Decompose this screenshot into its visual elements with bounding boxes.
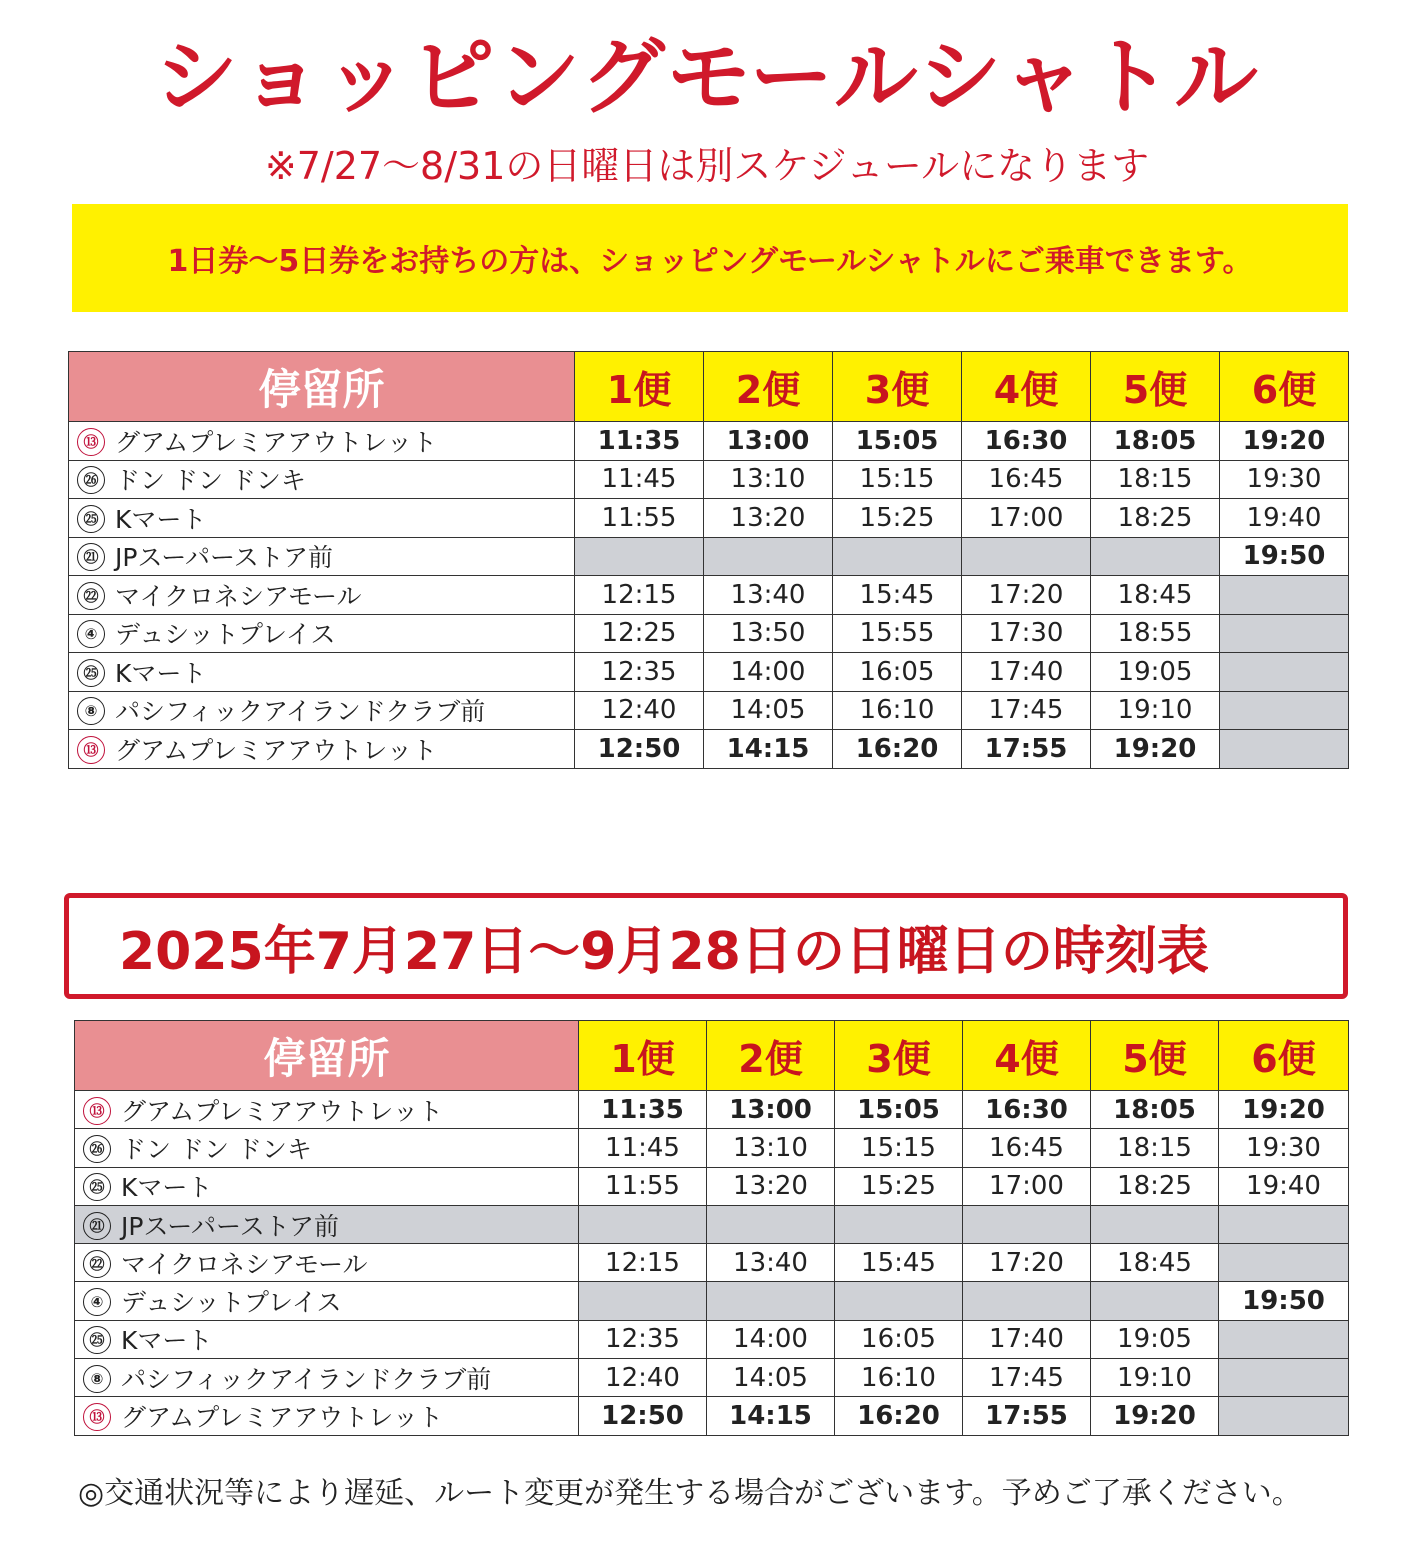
header-bin-1: 1便 <box>579 1021 707 1091</box>
time-cell: 17:20 <box>963 1244 1091 1282</box>
time-cell: 16:10 <box>835 1359 963 1397</box>
time-cell: 19:20 <box>1219 1091 1349 1129</box>
time-cell: 12:25 <box>575 614 704 653</box>
time-cell: 17:20 <box>962 576 1091 615</box>
header-stop: 停留所 <box>69 352 575 422</box>
ticket-notice <box>72 204 1348 312</box>
page-title: ショッピングモールシャトル <box>154 28 1260 126</box>
time-cell: 19:10 <box>1091 691 1220 730</box>
time-cell: 11:45 <box>579 1129 707 1167</box>
time-cell: 12:40 <box>579 1359 707 1397</box>
time-cell: 17:45 <box>962 691 1091 730</box>
stop-number-badge: ㉕ <box>83 1173 111 1201</box>
time-cell: 13:20 <box>707 1167 835 1205</box>
stop-number-badge: ⑬ <box>83 1097 111 1125</box>
time-cell: 12:50 <box>579 1397 707 1435</box>
time-cell: 19:05 <box>1091 1320 1219 1358</box>
time-cell: 15:45 <box>833 576 962 615</box>
time-cell: 13:10 <box>704 460 833 499</box>
time-cell: 11:35 <box>575 422 704 461</box>
table-header-row <box>75 1021 1349 1091</box>
table-row <box>69 537 1349 576</box>
time-cell: 15:15 <box>835 1129 963 1167</box>
time-cell: 13:00 <box>707 1091 835 1129</box>
time-cell: 14:05 <box>707 1359 835 1397</box>
no-service-cell <box>575 537 704 576</box>
stop-name: JPスーパーストア前 <box>115 543 333 573</box>
time-cell: 18:25 <box>1091 1167 1219 1205</box>
time-cell: 12:35 <box>575 653 704 692</box>
no-service-cell <box>1220 691 1349 730</box>
time-cell: 18:55 <box>1091 614 1220 653</box>
time-cell: 16:10 <box>833 691 962 730</box>
table-row <box>75 1397 1349 1435</box>
time-cell: 19:30 <box>1220 460 1349 499</box>
stop-name: JPスーパーストア前 <box>121 1211 339 1241</box>
no-service-cell <box>963 1205 1091 1243</box>
stop-cell <box>75 1244 579 1282</box>
table-row <box>69 576 1349 615</box>
time-cell: 19:20 <box>1220 422 1349 461</box>
stop-name: マイクロネシアモール <box>121 1249 368 1279</box>
no-service-cell <box>579 1282 707 1320</box>
table-header-row <box>69 352 1349 422</box>
stop-cell <box>75 1359 579 1397</box>
table-row <box>69 691 1349 730</box>
time-cell: 18:25 <box>1091 499 1220 538</box>
stop-cell <box>69 537 575 576</box>
timetable-sunday-body <box>75 1091 1349 1436</box>
stop-name: ドン ドン ドンキ <box>115 466 306 496</box>
sunday-banner <box>64 893 1348 999</box>
time-cell: 17:00 <box>963 1167 1091 1205</box>
stop-name: グアムプレミアアウトレット <box>121 1096 444 1126</box>
table-row <box>75 1167 1349 1205</box>
header-bin-6: 6便 <box>1220 352 1349 422</box>
time-cell: 16:05 <box>833 653 962 692</box>
header-bin-1: 1便 <box>575 352 704 422</box>
header-bin-6: 6便 <box>1219 1021 1349 1091</box>
header-bin-2: 2便 <box>704 352 833 422</box>
time-cell: 19:40 <box>1220 499 1349 538</box>
stop-name: デュシットプレイス <box>115 620 336 650</box>
time-cell: 18:45 <box>1091 1244 1219 1282</box>
stop-number-badge: ⑧ <box>83 1365 111 1393</box>
time-cell: 15:05 <box>835 1091 963 1129</box>
time-cell: 11:45 <box>575 460 704 499</box>
table-row <box>75 1205 1349 1243</box>
ticket-notice-text: 1日券〜5日券をお持ちの方は、ショッピングモールシャトルにご乗車できます。 <box>167 244 1253 279</box>
table-row <box>75 1129 1349 1167</box>
time-cell: 19:40 <box>1219 1167 1349 1205</box>
stop-number-badge: ㉑ <box>83 1212 111 1240</box>
stop-number-badge: ⑬ <box>83 1403 111 1431</box>
time-cell: 14:15 <box>707 1397 835 1435</box>
stop-name: ドン ドン ドンキ <box>121 1134 312 1164</box>
table-row <box>69 460 1349 499</box>
time-cell: 17:30 <box>962 614 1091 653</box>
header-bin-4: 4便 <box>962 352 1091 422</box>
disclaimer: ◎交通状況等により遅延、ルート変更が発生する場合がございます。予めご了承ください。 <box>78 1476 1302 1511</box>
time-cell: 17:55 <box>963 1397 1091 1435</box>
time-cell: 12:40 <box>575 691 704 730</box>
no-service-cell <box>1219 1244 1349 1282</box>
time-cell: 18:05 <box>1091 1091 1219 1129</box>
stop-name: マイクロネシアモール <box>115 581 362 611</box>
no-service-cell <box>1219 1320 1349 1358</box>
no-service-cell <box>963 1282 1091 1320</box>
table-row <box>75 1282 1349 1320</box>
time-cell: 17:45 <box>963 1359 1091 1397</box>
stop-cell <box>75 1091 579 1129</box>
no-service-cell <box>704 537 833 576</box>
table-row <box>69 653 1349 692</box>
time-cell: 18:15 <box>1091 460 1220 499</box>
table-row <box>69 499 1349 538</box>
time-cell: 12:50 <box>575 730 704 769</box>
time-cell: 16:20 <box>833 730 962 769</box>
stop-name: パシフィックアイランドクラブ前 <box>121 1364 492 1394</box>
stop-cell <box>75 1320 579 1358</box>
time-cell: 12:15 <box>575 576 704 615</box>
time-cell: 14:15 <box>704 730 833 769</box>
time-cell: 16:30 <box>962 422 1091 461</box>
time-cell: 19:20 <box>1091 1397 1219 1435</box>
time-cell: 14:05 <box>704 691 833 730</box>
stop-cell <box>69 460 575 499</box>
no-service-cell <box>1220 730 1349 769</box>
timetable-sunday <box>74 1020 1349 1436</box>
table-row <box>75 1244 1349 1282</box>
time-cell: 13:50 <box>704 614 833 653</box>
stop-number-badge: ㉑ <box>77 543 105 571</box>
time-cell: 16:45 <box>963 1129 1091 1167</box>
table-row <box>69 422 1349 461</box>
stop-cell <box>75 1167 579 1205</box>
time-cell: 13:20 <box>704 499 833 538</box>
no-service-cell <box>1219 1359 1349 1397</box>
no-service-cell <box>1091 1282 1219 1320</box>
time-cell: 17:55 <box>962 730 1091 769</box>
time-cell: 11:35 <box>579 1091 707 1129</box>
header-bin-2: 2便 <box>707 1021 835 1091</box>
stop-name: グアムプレミアアウトレット <box>121 1403 444 1433</box>
stop-number-badge: ⑬ <box>77 428 105 456</box>
time-cell: 16:30 <box>963 1091 1091 1129</box>
no-service-cell <box>1219 1205 1349 1243</box>
time-cell: 17:40 <box>962 653 1091 692</box>
header-stop: 停留所 <box>75 1021 579 1091</box>
time-cell: 15:15 <box>833 460 962 499</box>
stop-cell <box>69 730 575 769</box>
time-cell: 19:10 <box>1091 1359 1219 1397</box>
timetable-regular <box>68 351 1349 769</box>
no-service-cell <box>579 1205 707 1243</box>
no-service-cell <box>1220 576 1349 615</box>
time-cell: 15:45 <box>835 1244 963 1282</box>
table-row <box>75 1359 1349 1397</box>
time-cell: 16:20 <box>835 1397 963 1435</box>
stop-name: Kマート <box>115 658 207 688</box>
no-service-cell <box>1091 537 1220 576</box>
sunday-banner-text: 2025年7月27日〜9月28日の日曜日の時刻表 <box>119 921 1209 982</box>
stop-number-badge: ㉕ <box>77 505 105 533</box>
stop-cell <box>75 1397 579 1435</box>
stop-cell <box>69 499 575 538</box>
stop-number-badge: ⑬ <box>77 736 105 764</box>
time-cell: 19:20 <box>1091 730 1220 769</box>
header-bin-5: 5便 <box>1091 352 1220 422</box>
stop-number-badge: ㉖ <box>83 1135 111 1163</box>
time-cell: 17:00 <box>962 499 1091 538</box>
stop-cell <box>69 691 575 730</box>
time-cell: 15:25 <box>835 1167 963 1205</box>
time-cell: 16:45 <box>962 460 1091 499</box>
stop-cell <box>69 653 575 692</box>
time-cell: 14:00 <box>704 653 833 692</box>
time-cell: 15:05 <box>833 422 962 461</box>
time-cell: 19:30 <box>1219 1129 1349 1167</box>
no-service-cell <box>1220 653 1349 692</box>
stop-number-badge: ⑧ <box>77 697 105 725</box>
table-row <box>75 1091 1349 1129</box>
time-cell: 18:15 <box>1091 1129 1219 1167</box>
stop-name: Kマート <box>121 1173 213 1203</box>
header-bin-3: 3便 <box>835 1021 963 1091</box>
time-cell: 15:55 <box>833 614 962 653</box>
no-service-cell <box>707 1282 835 1320</box>
table-row <box>69 614 1349 653</box>
stop-cell <box>69 614 575 653</box>
stop-number-badge: ㉒ <box>83 1250 111 1278</box>
stop-number-badge: ㉒ <box>77 582 105 610</box>
stop-name: Kマート <box>121 1326 213 1356</box>
schedule-note: ※7/27〜8/31の日曜日は別スケジュールになります <box>264 144 1150 188</box>
table-row <box>75 1320 1349 1358</box>
no-service-cell <box>1219 1397 1349 1435</box>
stop-cell <box>69 576 575 615</box>
time-cell: 15:25 <box>833 499 962 538</box>
stop-number-badge: ㉕ <box>77 659 105 687</box>
time-cell: 13:10 <box>707 1129 835 1167</box>
stop-cell <box>75 1205 579 1243</box>
time-cell: 13:40 <box>704 576 833 615</box>
no-service-cell <box>1091 1205 1219 1243</box>
no-service-cell <box>962 537 1091 576</box>
stop-name: グアムプレミアアウトレット <box>115 735 438 765</box>
no-service-cell <box>707 1205 835 1243</box>
time-cell: 19:50 <box>1219 1282 1349 1320</box>
time-cell: 17:40 <box>963 1320 1091 1358</box>
stop-name: デュシットプレイス <box>121 1288 342 1318</box>
header-bin-5: 5便 <box>1091 1021 1219 1091</box>
header-bin-3: 3便 <box>833 352 962 422</box>
time-cell: 12:35 <box>579 1320 707 1358</box>
time-cell: 18:05 <box>1091 422 1220 461</box>
time-cell: 19:05 <box>1091 653 1220 692</box>
stop-cell <box>75 1282 579 1320</box>
timetable-regular-body <box>69 422 1349 769</box>
time-cell: 14:00 <box>707 1320 835 1358</box>
time-cell: 11:55 <box>579 1167 707 1205</box>
no-service-cell <box>835 1205 963 1243</box>
no-service-cell <box>1220 614 1349 653</box>
no-service-cell <box>835 1282 963 1320</box>
stop-name: Kマート <box>115 504 207 534</box>
stop-number-badge: ㉕ <box>83 1326 111 1354</box>
stop-cell <box>75 1129 579 1167</box>
time-cell: 11:55 <box>575 499 704 538</box>
time-cell: 13:40 <box>707 1244 835 1282</box>
table-row <box>69 730 1349 769</box>
time-cell: 13:00 <box>704 422 833 461</box>
stop-number-badge: ④ <box>77 620 105 648</box>
header-bin-4: 4便 <box>963 1021 1091 1091</box>
stop-name: パシフィックアイランドクラブ前 <box>115 697 486 727</box>
stop-name: グアムプレミアアウトレット <box>115 427 438 457</box>
time-cell: 12:15 <box>579 1244 707 1282</box>
stop-cell <box>69 422 575 461</box>
time-cell: 18:45 <box>1091 576 1220 615</box>
time-cell: 19:50 <box>1220 537 1349 576</box>
stop-number-badge: ④ <box>83 1288 111 1316</box>
time-cell: 16:05 <box>835 1320 963 1358</box>
no-service-cell <box>833 537 962 576</box>
stop-number-badge: ㉖ <box>77 466 105 494</box>
